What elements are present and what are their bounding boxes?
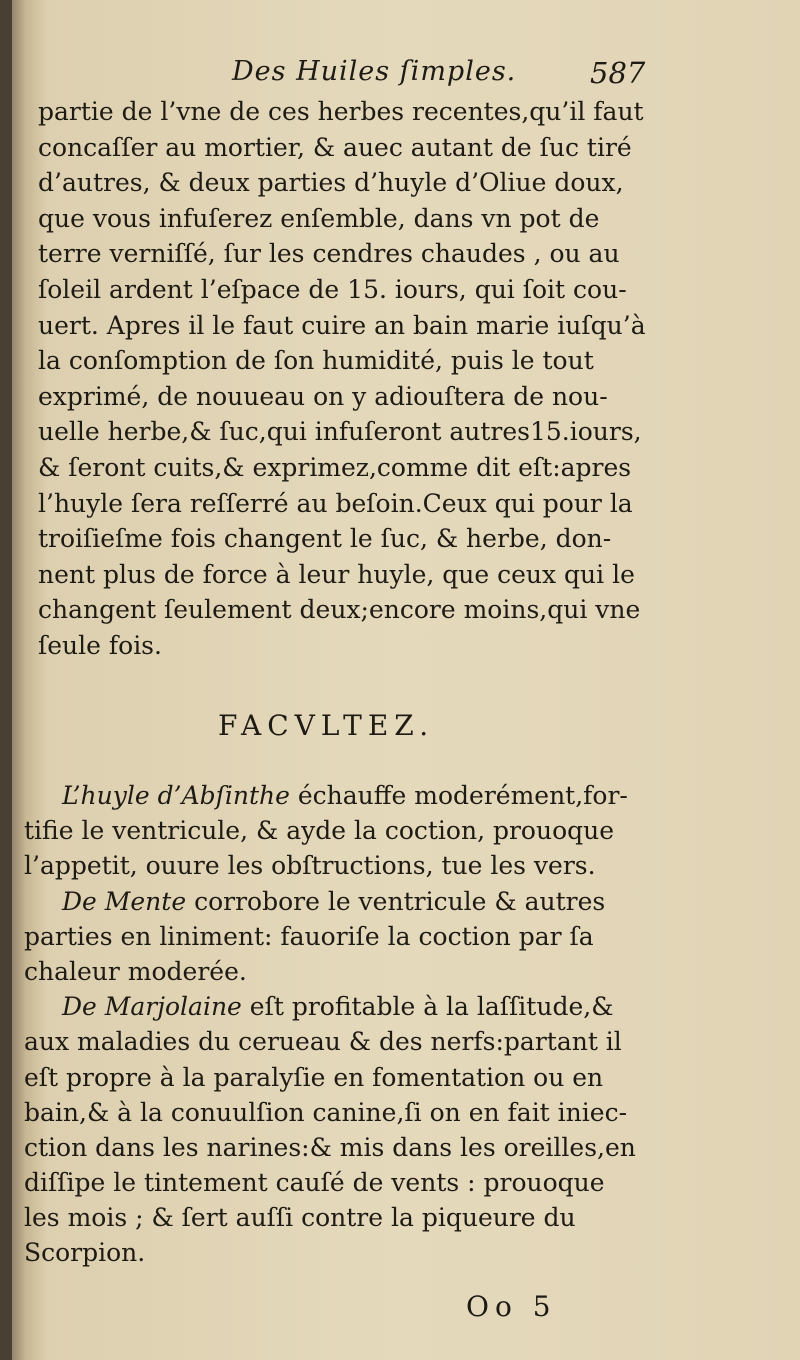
faculties-section xyxy=(24,778,684,1271)
page-number: 587 xyxy=(590,56,646,90)
entry-text: eſt profitable à la laſſitude,& xyxy=(241,992,614,1022)
text-line: changent ſeulement deux;encore moins,qui vne xyxy=(38,595,641,625)
running-head xyxy=(0,56,800,96)
text-line: bain,& à la conuulſion canine,ſi on en fait iniec- xyxy=(24,1097,628,1127)
text-line: & ſeront cuits,& exprimez,comme dit eſt:apres xyxy=(38,452,632,482)
text-line: tifie le ventricule, & ayde la coction, prouoque xyxy=(24,816,615,846)
text-line: ſeule fois. xyxy=(38,630,162,660)
text-line: nent plus de force à leur huyle, que ceux qui le xyxy=(38,559,635,589)
text-line: aux maladies du cerueau & des nerfs:partant il xyxy=(24,1027,622,1057)
text-line: concaſſer au mortier, & auec autant de ſuc tiré xyxy=(38,132,632,162)
entry-text: corrobore le ventricule & autres xyxy=(186,886,606,916)
text-line: ſoleil ardent l’eſpace de 15. iours, qui ſoit cou- xyxy=(38,274,627,304)
text-line: diſſipe le tintement cauſé de vents : prouoque xyxy=(24,1168,605,1198)
text-line: parties en liniment: fauoriſe la coction par ſa xyxy=(24,921,594,951)
entry-text: échauffe moderément,for- xyxy=(289,781,628,810)
entry-term: De Marjolaine xyxy=(62,992,242,1022)
text-line: terre verniſſé, ſur les cendres chaudes , ou au xyxy=(38,239,620,269)
text-line: l’huyle ſera reſſerré au beſoin.Ceux qui pour la xyxy=(38,488,633,518)
text-line: la conſomption de ſon humidité, puis le tout xyxy=(38,346,594,376)
faculty-entry-mente xyxy=(24,884,684,919)
text-line: partie de l’vne de ces herbes recentes,qu’il faut xyxy=(38,97,644,126)
text-line: ction dans les narines:& mis dans les oreilles,en xyxy=(24,1132,636,1162)
running-title: Des Huiles ſimples. xyxy=(232,56,517,87)
preparation-paragraph xyxy=(38,94,678,664)
text-line: d’autres, & deux parties d’huyle d’Oliue doux, xyxy=(38,168,624,198)
text-line: l’appetit, ouure les obſtructions, tue les vers. xyxy=(24,851,596,881)
text-line: les mois ; & ſert auſſi contre la piqueure du xyxy=(24,1203,576,1233)
faculty-entry-absinthe xyxy=(24,778,684,813)
text-line: exprimé, de nouueau on y adiouſtera de nou- xyxy=(38,381,608,411)
entry-term: L’huyle d’Abſinthe xyxy=(62,781,290,810)
text-line: Scorpion. xyxy=(24,1238,146,1268)
section-heading: FACVLTEZ. xyxy=(218,709,435,742)
entry-term: De Mente xyxy=(62,886,187,916)
text-line: uelle herbe,& ſuc,qui infuſeront autres15.iours, xyxy=(38,417,642,447)
signature-mark: Oo 5 xyxy=(466,1290,557,1323)
text-line: chaleur moderée. xyxy=(24,956,247,986)
text-line: troiſieſme fois changent le ſuc, & herbe, don- xyxy=(38,524,612,554)
text-line: eſt propre à la paralyſie en fomentation ou en xyxy=(24,1062,604,1092)
text-line: uert. Apres il le faut cuire an bain marie iuſqu’à xyxy=(38,310,646,340)
binding-edge xyxy=(0,0,12,1360)
faculty-entry-marjolaine xyxy=(24,989,684,1024)
text-line: que vous infuſerez enſemble, dans vn pot de xyxy=(38,203,600,233)
